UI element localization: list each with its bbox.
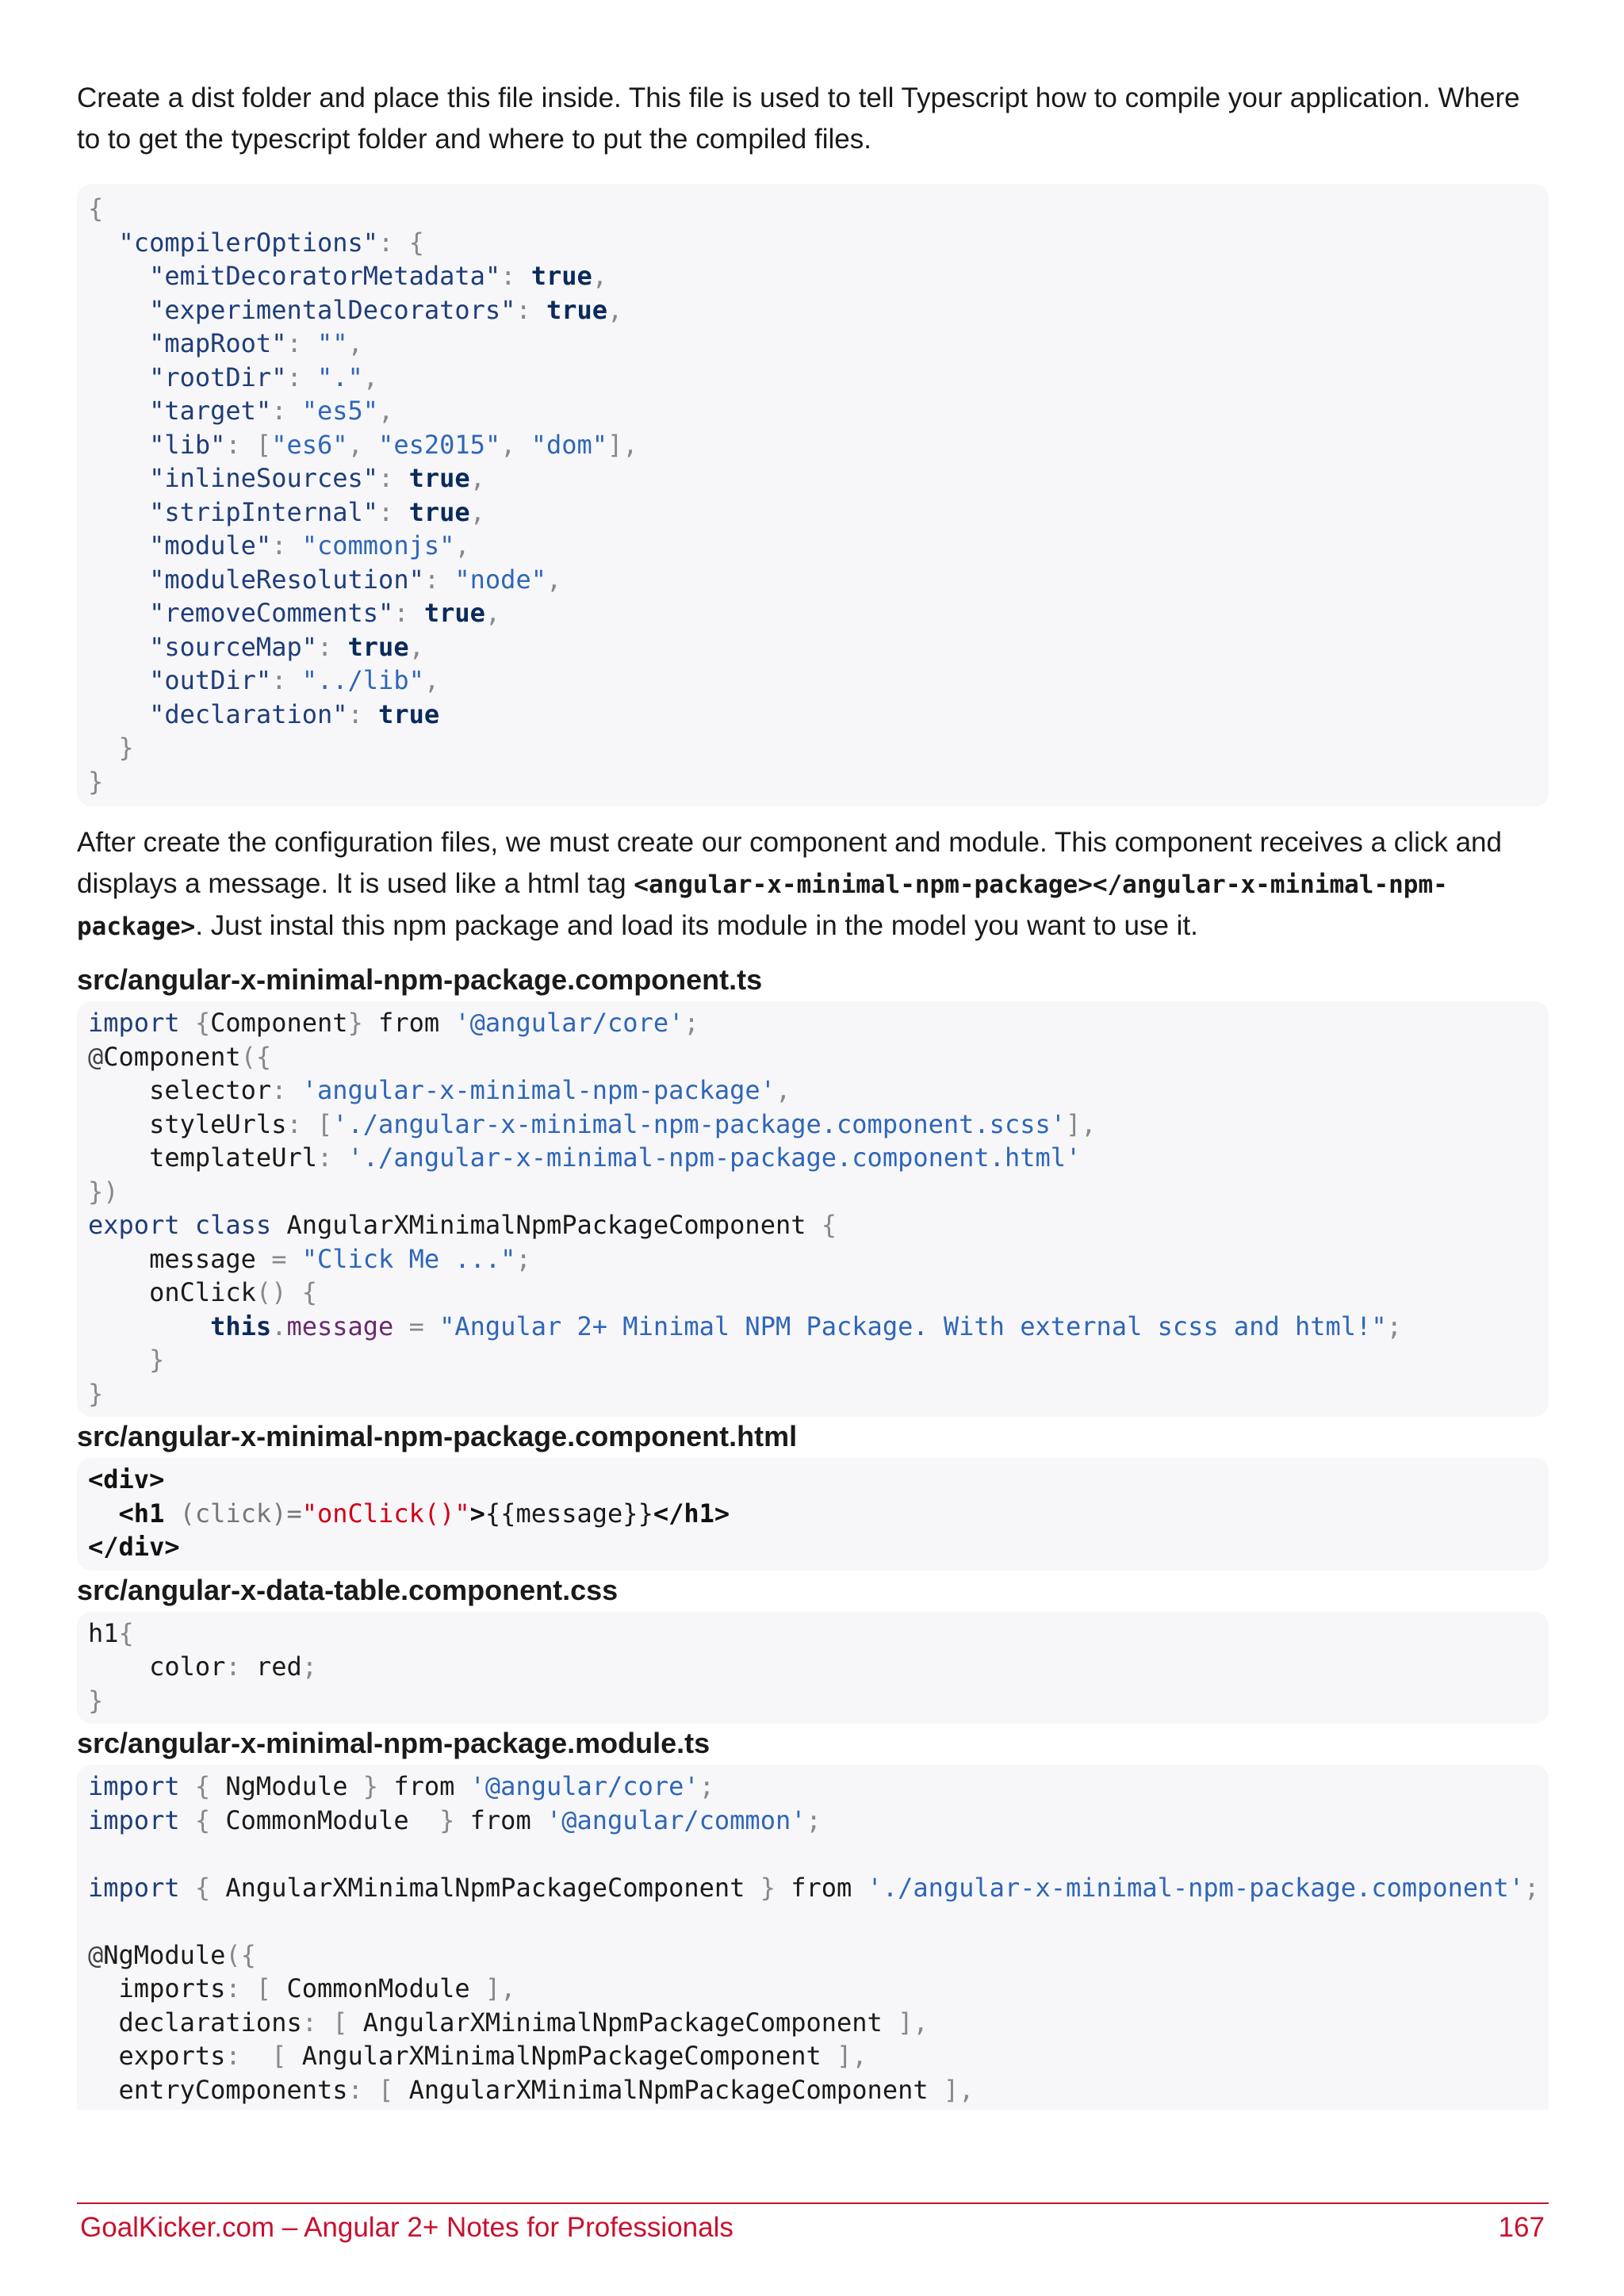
code-line: declarations: [ AngularXMinimalNpmPackageComponent ], [88,2007,929,2038]
inline-tag-code: <angular-x-minimal-npm-package></angular-x-minimal-npm-package> [77,871,1448,941]
after-text-end: . Just instal this npm package and load its module in the model you want to use it. [195,910,1198,941]
code-line: "removeComments": true, [149,598,501,628]
code-line: } [149,1345,165,1375]
code-line: import { NgModule } from '@angular/core'; [88,1771,714,1801]
component-css-code-block [77,1612,1549,1724]
code-line: } [88,1685,104,1716]
code-line: "stripInternal": true, [149,496,485,527]
component-ts-code-block [77,1001,1549,1417]
code-line: "experimentalDecorators": true, [149,294,623,325]
code-line: "moduleResolution": "node", [149,564,562,595]
code-line: { [88,193,104,224]
code-line: "emitDecoratorMetadata": true, [149,261,608,291]
code-line: h1{ [88,1617,134,1648]
code-line: } [88,1378,104,1409]
code-line: }) [88,1176,119,1207]
code-line: import {Component} from '@angular/core'; [88,1008,699,1038]
code-line [88,1904,1538,1938]
module-ts-code-block [77,1765,1549,2110]
code-line: imports: [ CommonModule ], [88,1973,516,2003]
code-line: "module": "commonjs", [149,530,470,561]
code-line: "declaration": true [149,698,440,729]
code-line: this.message = "Angular 2+ Minimal NPM Package. With external scss and html!"; [210,1311,1402,1341]
module-ts-caption: src/angular-x-minimal-npm-package.module.ts [77,1727,710,1759]
code-line: <div> [88,1464,165,1494]
code-line: } [88,766,104,797]
component-css-caption: src/angular-x-data-table.component.css [77,1573,619,1606]
code-line: templateUrl: './angular-x-minimal-npm-package.component.html' [88,1142,1082,1173]
code-line: "compilerOptions": { [118,227,424,258]
footer-divider [77,2202,1549,2204]
component-html-caption: src/angular-x-minimal-npm-package.component.html [77,1420,798,1452]
code-line: message = "Click Me ..."; [88,1243,531,1274]
code-line: "mapRoot": "", [149,328,363,358]
after-text-start: After create the configuration files, we must create our component and module. This component receives a click and displays a message. It is used like a html tag [77,827,1502,899]
code-line: "outDir": "../lib", [149,665,440,695]
code-line: import { AngularXMinimalNpmPackageComponent } from './angular-x-minimal-npm-package.component'; [88,1872,1540,1903]
code-line: selector: 'angular-x-minimal-npm-package', [88,1075,791,1105]
code-line: "lib": ["es6", "es2015", "dom"], [149,429,638,460]
code-line: entryComponents: [ AngularXMinimalNpmPackageComponent ], [88,2074,975,2105]
code-line: "rootDir": ".", [149,362,379,392]
code-line: } [118,733,134,763]
code-line: styleUrls: ['./angular-x-minimal-npm-package.component.scss'], [88,1108,1097,1139]
tsconfig-code-block [77,184,1549,806]
code-line: color: red; [88,1651,317,1682]
code-line: import { CommonModule } from '@angular/common'; [88,1804,822,1835]
code-line: "inlineSources": true, [149,463,485,493]
page-content [77,78,1549,2110]
code-line: @Component({ [88,1041,272,1072]
footer-title-link[interactable]: GoalKicker.com – Angular 2+ Notes for Professionals [80,2212,733,2243]
intro-paragraph: Create a dist folder and place this file inside. This file is used to tell Typescript how to compile your application. Where to to get the typescript folder and where to put the compiled files. [77,82,1520,155]
code-line: "target": "es5", [149,396,394,426]
code-line: @NgModule({ [88,1939,256,1970]
code-line: onClick() { [88,1277,317,1307]
code-line: exports: [ AngularXMinimalNpmPackageComponent ], [88,2041,868,2071]
after-paragraph [77,822,1549,947]
code-line: <h1 (click)="onClick()">{{message}}</h1> [118,1498,730,1529]
code-line: </div> [88,1532,180,1562]
component-html-code-block [77,1458,1549,1571]
code-line: export class AngularXMinimalNpmPackageComponent { [88,1210,837,1240]
page-number: 167 [1498,2212,1545,2243]
code-line: "sourceMap": true, [149,631,424,662]
component-ts-caption: src/angular-x-minimal-npm-package.component.ts [77,963,763,996]
code-line [88,1837,1538,1871]
page-footer [77,2206,1549,2245]
